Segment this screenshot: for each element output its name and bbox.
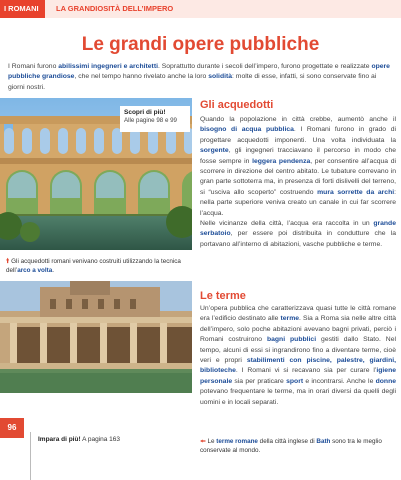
page-number: 96 bbox=[0, 418, 24, 438]
body-highlight: igiene personale bbox=[200, 367, 396, 385]
caption-text: Le bbox=[207, 438, 217, 445]
caption-text: della città inglese di bbox=[257, 438, 317, 445]
intro-highlight: solidità bbox=[208, 73, 233, 81]
section-subtitle: LA GRANDIOSITÀ DELL’IMPERO bbox=[56, 4, 174, 13]
caption-highlight: Bath bbox=[316, 438, 331, 445]
baths-heading: Le terme bbox=[200, 290, 246, 302]
body-highlight: grande serbatoio bbox=[200, 220, 396, 238]
discover-more-badge[interactable] bbox=[120, 106, 190, 132]
intro-highlight: opere pubbliche grandiose bbox=[8, 63, 390, 81]
body-text: , per essere poi distribuita in condutture che la portavano all’interno di abitazioni, vasche pubbliche e terme. bbox=[200, 230, 396, 248]
section-tab: I ROMANI bbox=[0, 0, 45, 18]
intro-text: . Soprattutto durante i secoli dell’impero, furono progettate e realizzate bbox=[157, 63, 372, 70]
caption-text: Gli acquedotti romani venivano costruiti utilizzando la tecnica dell’ bbox=[6, 258, 181, 274]
intro-text: : molte di esse, infatti, si sono conservate fino ai giorni nostri. bbox=[8, 73, 377, 91]
baths-text bbox=[200, 304, 396, 408]
body-text: , gli ingegneri tracciavano il percorso in modo che fosse sempre in bbox=[200, 147, 396, 165]
learn-more-ref: A pagina 163 bbox=[82, 436, 121, 443]
body-highlight: mura sorrette da archi bbox=[317, 188, 395, 196]
body-text: sia per praticare bbox=[232, 377, 287, 385]
arrow-left-icon: 🠘 bbox=[200, 438, 206, 445]
aqueduct-caption bbox=[6, 257, 192, 275]
body-text: Un’opera pubblica che caratterizzava quasi tutte le città romane era l’edificio destinato alle bbox=[200, 305, 396, 323]
intro-paragraph bbox=[8, 62, 392, 93]
body-highlight: donne bbox=[375, 377, 396, 385]
body-text: . I Romani furono in grado di progettare acquedotti imponenti. Una volta individuata la bbox=[200, 126, 396, 144]
discover-more-title: Scopri di più! bbox=[124, 109, 166, 116]
intro-highlight: abilissimi ingegneri e architetti bbox=[58, 63, 158, 70]
aqueducts-text bbox=[200, 115, 396, 250]
discover-more-pages: Alle pagine 98 e 99 bbox=[124, 117, 177, 124]
intro-text: , che nel tempo hanno rivelato anche la loro bbox=[74, 73, 209, 81]
body-text: : nella parte superiore veniva creato un canale in cui far scorrere l’acqua. bbox=[200, 188, 397, 217]
body-text: e incontrarsi. Anche le bbox=[303, 377, 376, 385]
body-text: gestiti dallo Stato. Nel tempo, alcuni di essi si ingrandirono fino a diventare terme, cioè veri e propri bbox=[200, 336, 396, 365]
body-highlight: terme bbox=[280, 315, 300, 323]
page-title: Le grandi opere pubbliche bbox=[81, 34, 320, 55]
learn-more-label: Impara di più! bbox=[38, 436, 81, 443]
body-text: Nelle vicinanze della città, l’acqua era raccolta in un bbox=[200, 220, 374, 228]
body-text: . Sia a Roma sia nelle altre città dell’impero, solo poche abitazioni avevano bagni privati, perciò i Romani costruirono bbox=[200, 315, 396, 344]
body-text: . I Romani vi si recavano sia per curare l’ bbox=[235, 367, 377, 375]
body-highlight: bagni pubblici bbox=[266, 336, 317, 344]
intro-text: I Romani furono bbox=[8, 63, 59, 70]
body-text: potevano frequentare le terme, ma in orari diversi da quelli degli uomini e in locali separati. bbox=[200, 388, 396, 406]
footer-divider bbox=[30, 432, 31, 480]
baths-caption bbox=[200, 437, 396, 455]
body-text: Quando la popolazione in città crebbe, aumentò anche il bbox=[200, 116, 396, 123]
body-highlight: sport bbox=[286, 377, 304, 385]
learn-more-link[interactable] bbox=[38, 436, 120, 443]
chapter-header bbox=[0, 0, 401, 18]
body-text: , per consentire all’acqua di scorrere in direzione del centro abitato. Le tubature correvano in gran parte sottoterra ma, in presenza di forti dislivelli del terreno, si “usciva allo scoperto” costruendo bbox=[200, 157, 396, 196]
caption-highlight: arco a volta bbox=[17, 267, 53, 274]
roman-baths-photo bbox=[0, 281, 192, 393]
caption-highlight: terme romane bbox=[216, 438, 258, 445]
caption-text: . bbox=[52, 267, 54, 274]
body-highlight: leggera pendenza bbox=[252, 157, 311, 165]
aqueducts-heading: Gli acquedotti bbox=[200, 99, 274, 111]
caption-text: sono tra le meglio conservate al mondo. bbox=[200, 438, 382, 454]
arrow-up-icon: 🠙 bbox=[6, 258, 10, 265]
body-highlight: bisogno di acqua pubblica bbox=[200, 126, 294, 134]
body-highlight: sorgente bbox=[200, 147, 229, 155]
body-highlight: stabilimenti con piscine, palestre, giardini, biblioteche bbox=[200, 357, 396, 375]
